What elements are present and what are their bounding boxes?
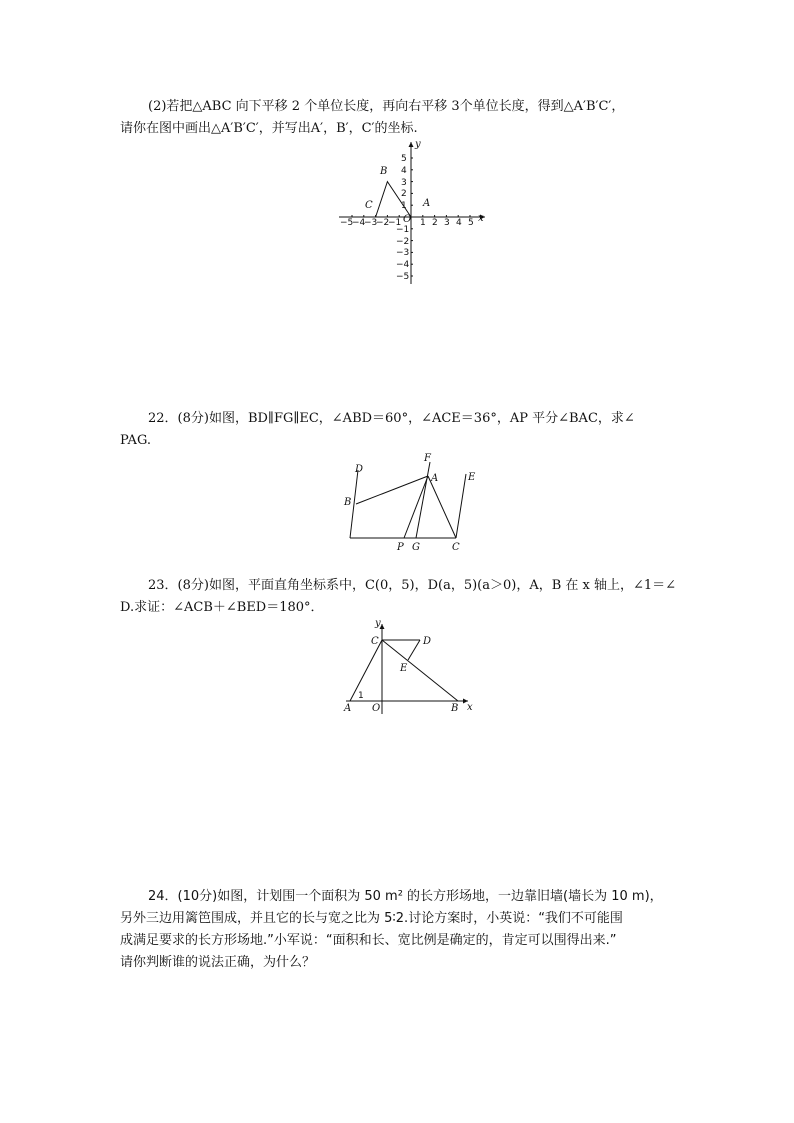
point-a-label: A [431,473,439,484]
question-21-line-2: 请你在图中画出△A′B′C′，并写出A′，B′，C′的坐标. [120,121,418,136]
segment-ap [404,476,428,538]
y-tick-label: 2 [401,189,407,199]
point-e-label: E [400,663,408,674]
y-tick-label: 3 [401,178,407,188]
y-tick-label: −2 [396,237,410,247]
point-p-label: P [397,542,404,553]
question-23 [120,575,680,619]
question-21-part-2 [120,96,680,140]
x-tick-label: 1 [420,218,426,228]
point-c-label: C [371,636,379,647]
point-c-label: C [452,542,460,553]
segment-ac [428,476,456,538]
segment-de [408,640,420,660]
line-fg [416,462,430,538]
y-tick-label: −1 [396,225,410,235]
question-21-line-1: (2)若把△ABC 向下平移 2 个单位长度，再向右平移 3个单位长度，得到△A′B′C′， [148,99,625,114]
point-b-label: B [380,166,388,177]
y-tick-label: 5 [401,154,407,164]
point-b-label: B [344,497,352,508]
point-d-label: D [355,464,364,475]
line-ce [456,474,466,538]
question-23-line-2: D.求证：∠ACB＋∠BED＝180°． [120,600,324,615]
x-tick-label: 5 [468,218,474,228]
segment-ba [356,476,428,504]
question-22-line-1: 22．(8分)如图，BD∥FG∥EC，∠ABD＝60°，∠ACE＝36°，AP 平分∠BAC，求∠ [148,411,635,426]
y-tick-label: −3 [396,248,410,258]
y-axis-label: y [375,618,381,629]
point-c-label: C [365,200,373,211]
origin-label: O [403,214,412,225]
y-tick-label: −4 [396,260,410,270]
segment-cb [382,640,458,701]
question-22-line-2: PAG. [120,433,151,448]
point-g-label: G [412,542,420,553]
segment-ac [350,640,382,701]
point-a-label: A [344,703,352,714]
figure-parallel-lines [338,452,488,554]
x-tick-label: 4 [456,218,462,228]
point-f-label: F [424,453,431,464]
y-tick-label: 1 [401,201,407,211]
x-tick-label: 2 [432,218,438,228]
x-tick-label: −2 [376,218,390,228]
x-tick-label: 3 [444,218,450,228]
point-e-label: E [468,472,476,483]
x-axis-label: x [478,213,484,224]
figure-coordinate-plane [335,138,495,288]
point-a-label: A [423,198,431,209]
point-d-label: D [423,636,432,647]
x-tick-label: −1 [388,218,402,228]
y-tick-label: −5 [396,272,410,282]
point-b-label: B [451,703,459,714]
question-22 [120,408,680,452]
x-axis-label: x [467,702,473,713]
question-24-line-1: 24．(10分)如图，计划围一个面积为 50 m² 的长方形场地，一边靠旧墙(墙长为 10 m)， [148,889,663,904]
x-tick-label: −3 [364,218,378,228]
question-24 [120,886,680,974]
question-24-line-3: 成满足要求的长方形场地.”小军说：“面积和长、宽比例是确定的，肯定可以围得出来.” [120,933,617,948]
x-tick-label: −4 [352,218,366,228]
figure-coordinate-triangle [340,618,480,718]
y-tick-label: 4 [401,166,407,176]
y-axis-label: y [415,139,421,150]
question-24-line-2: 另外三边用篱笆围成，并且它的长与宽之比为 5∶2.讨论方案时，小英说：“我们不可能围 [120,911,623,926]
question-24-line-4: 请你判断谁的说法正确，为什么？ [120,955,316,970]
angle-1-label: 1 [358,691,364,701]
origin-label: O [372,703,381,714]
y-axis-arrow-icon [409,142,414,147]
x-tick-label: −5 [340,218,354,228]
question-23-line-1: 23．(8分)如图，平面直角坐标系中，C(0，5)，D(a，5)(a＞0)，A，B 在 x 轴上，∠1＝∠ [148,578,677,593]
